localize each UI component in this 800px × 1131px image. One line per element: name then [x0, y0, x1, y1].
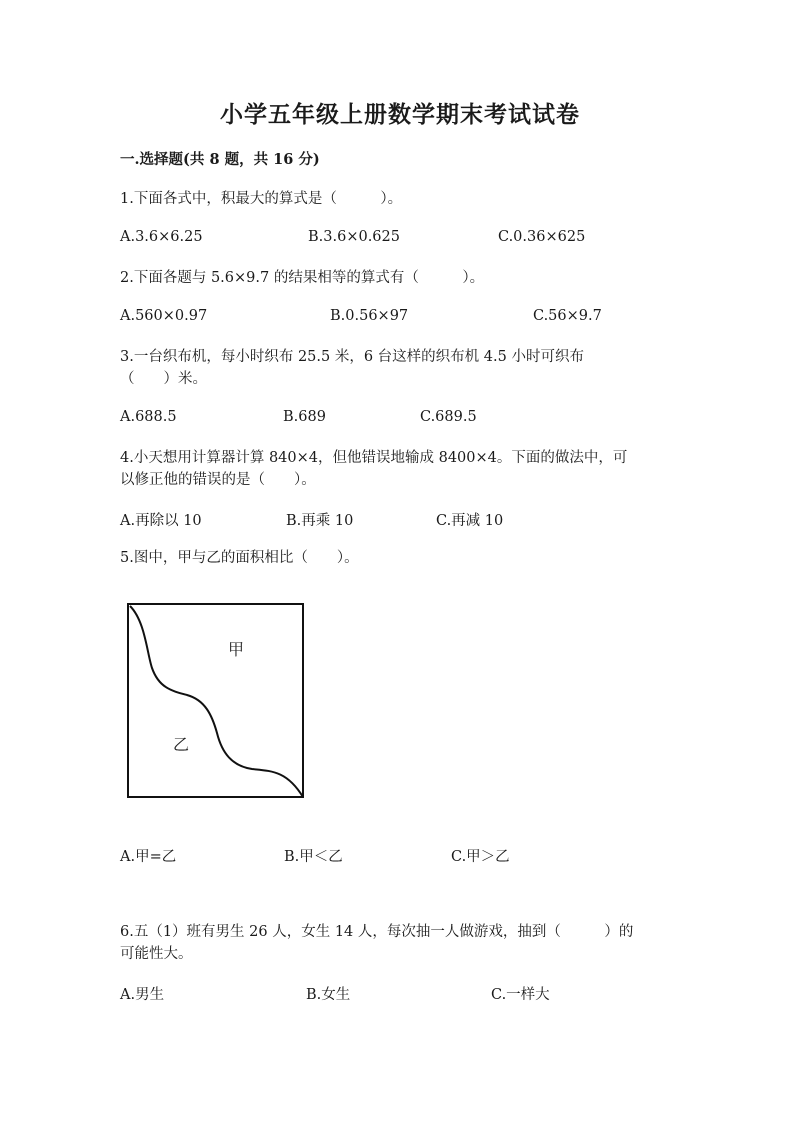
question-6-line-1: 6.五（1）班有男生 26 人，女生 14 人，每次抽一人做游戏，抽到（ ）的 — [120, 924, 634, 940]
q6-option-b[interactable]: B.女生 — [306, 987, 351, 1003]
square-curve-diagram — [127, 603, 305, 799]
area-comparison-figure — [127, 603, 305, 799]
q2-option-b[interactable]: B.0.56×97 — [330, 308, 409, 324]
q6-option-a[interactable]: A.男生 — [120, 987, 165, 1003]
dividing-curve — [130, 606, 303, 797]
question-1: 1.下面各式中，积最大的算式是（ ）。 — [120, 191, 403, 207]
q2-option-a[interactable]: A.560×0.97 — [120, 308, 208, 324]
question-3-line-1: 3.一台织布机，每小时织布 25.5 米，6 台这样的织布机 4.5 小时可织布 — [120, 349, 584, 365]
section-heading: 一.选择题(共 8 题，共 16 分) — [120, 151, 320, 168]
q1-option-c[interactable]: C.0.36×625 — [498, 229, 586, 245]
q1-option-a[interactable]: A.3.6×6.25 — [120, 229, 203, 245]
q5-option-b[interactable]: B.甲＜乙 — [284, 849, 343, 865]
q4-option-a[interactable]: A.再除以 10 — [120, 513, 202, 529]
question-5: 5.图中，甲与乙的面积相比（ ）。 — [120, 550, 359, 566]
q4-option-c[interactable]: C.再减 10 — [436, 513, 504, 529]
question-4-line-2: 以修正他的错误的是（ ）。 — [120, 472, 316, 488]
question-3-line-2: （ ）米。 — [120, 371, 207, 387]
question-6 — [120, 921, 680, 965]
region-yi-label: 乙 — [173, 735, 190, 754]
exam-title: 小学五年级上册数学期末考试试卷 — [220, 101, 580, 128]
region-jia-label: 甲 — [228, 640, 245, 659]
question-4-line-1: 4.小天想用计算器计算 840×4，但他错误地输成 8400×4。下面的做法中，可 — [120, 450, 628, 466]
q5-option-c[interactable]: C.甲＞乙 — [451, 849, 510, 865]
question-6-line-2: 可能性大。 — [120, 946, 193, 962]
q5-option-a[interactable]: A.甲=乙 — [120, 849, 177, 865]
q2-option-c[interactable]: C.56×9.7 — [533, 308, 602, 324]
q4-option-b[interactable]: B.再乘 10 — [286, 513, 354, 529]
question-2: 2.下面各题与 5.6×9.7 的结果相等的算式有（ ）。 — [120, 270, 485, 286]
q3-option-c[interactable]: C.689.5 — [420, 409, 477, 425]
q1-option-b[interactable]: B.3.6×0.625 — [308, 229, 400, 245]
question-4 — [120, 447, 680, 491]
question-3 — [120, 346, 680, 390]
q6-option-c[interactable]: C.一样大 — [491, 987, 550, 1003]
q3-option-a[interactable]: A.688.5 — [120, 409, 177, 425]
square-outline — [128, 604, 303, 797]
q3-option-b[interactable]: B.689 — [283, 409, 326, 425]
